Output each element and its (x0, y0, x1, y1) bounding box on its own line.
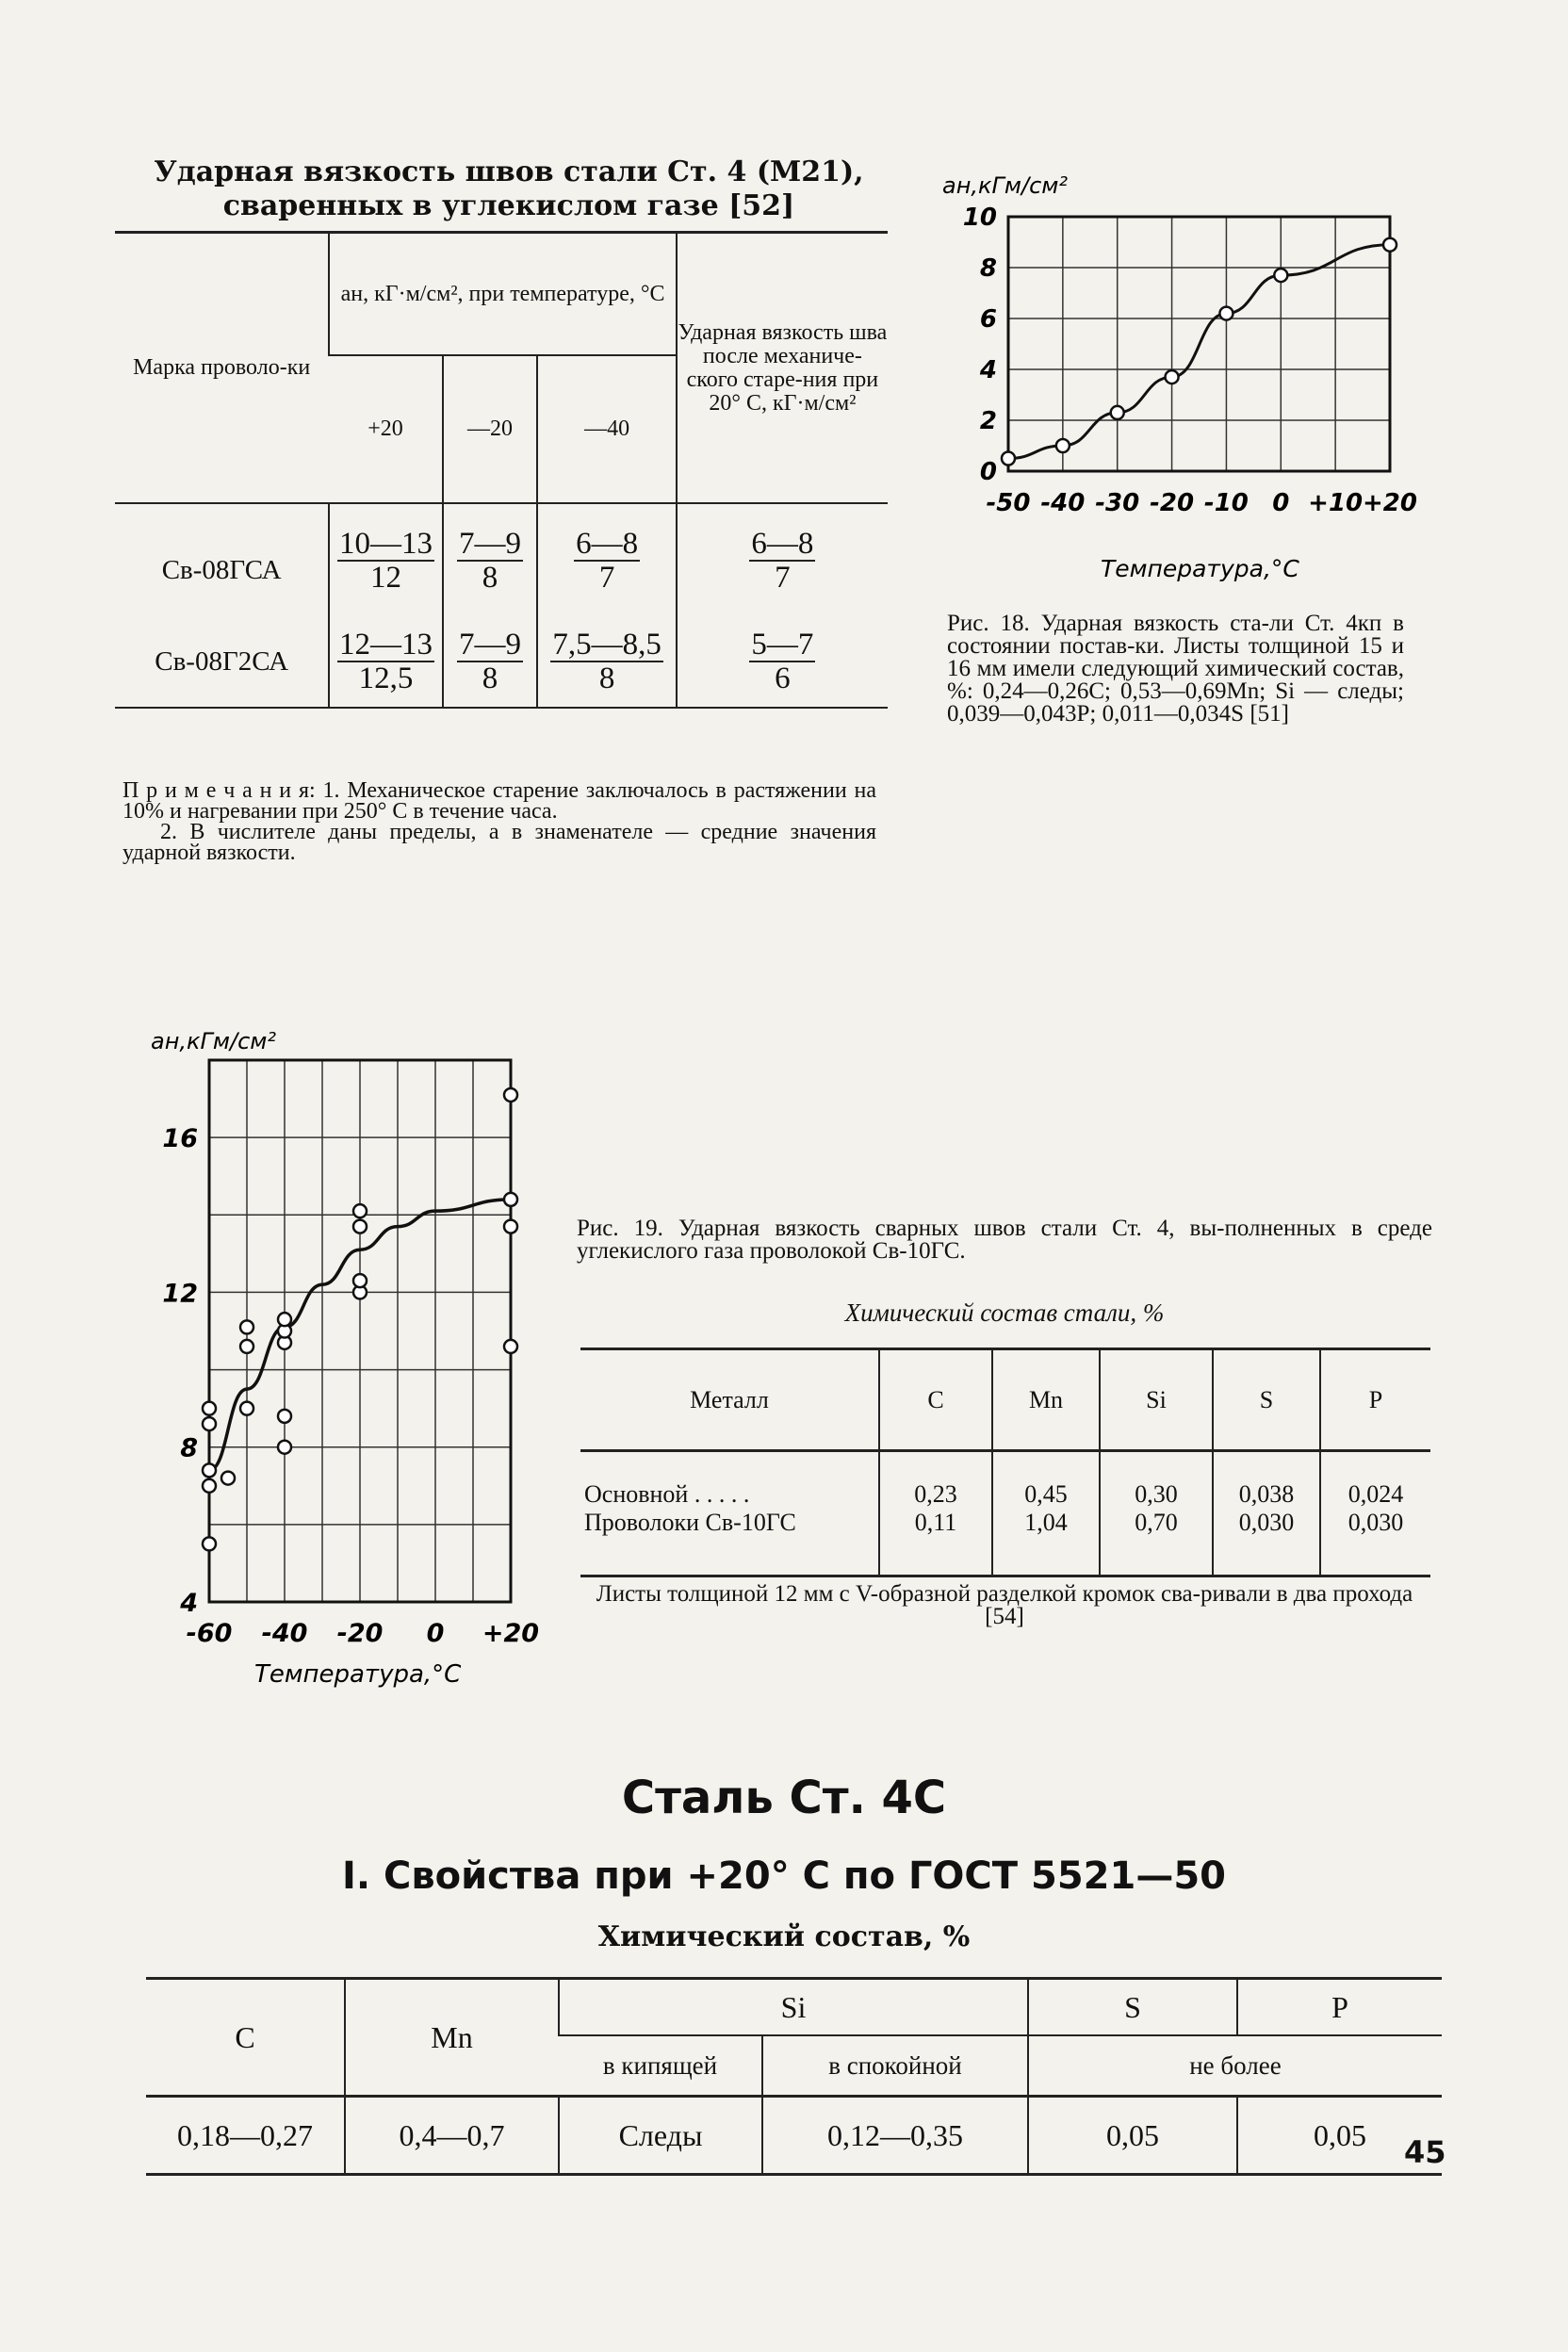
fig19-data-point (353, 1274, 367, 1287)
cell: $\frac{5—7}{6}$ (677, 617, 888, 708)
gost-cell: Следы (559, 2097, 762, 2175)
fig18-ylabel: aн,кГм/см² (942, 172, 1069, 199)
chem-cell: 0,030 (1213, 1509, 1320, 1576)
cell: $\frac{6—8}{7}$ (537, 503, 676, 617)
fig19-xtick: +20 (482, 1619, 540, 1648)
col-c: C (235, 2019, 255, 2054)
fig19-data-point (278, 1410, 291, 1423)
fig18-xtick: -50 (986, 489, 1031, 517)
fig19-data-point (278, 1441, 291, 1454)
fig19-xlabel: Температура,°C (254, 1660, 462, 1689)
col-si-boil: в кипящей (602, 2050, 718, 2080)
fig18-data-point (1166, 370, 1179, 384)
gost-cell: 0,4—0,7 (345, 2097, 559, 2175)
fig19-xtick: 0 (426, 1619, 445, 1648)
gost-cell: 0,12—0,35 (762, 2097, 1028, 2175)
steel-title: Сталь Ст. 4С (621, 1772, 947, 1824)
fig18-caption: Рис. 18. Ударная вязкость ста-ли Ст. 4кп в состоянии постав-ки. Листы толщиной 15 и 16 мм имели следующий химический состав, %: 0,24—0,26C; 0,53—0,69Mn; Si — следы; 0,039—0,043P; 0,011—0,034S [51] (947, 611, 1404, 727)
cell: $\frac{6—8}{7}$ (677, 503, 888, 617)
fig19-ytick: 16 (162, 1124, 198, 1154)
fig19-data-point (278, 1313, 291, 1326)
fig18-ytick: 4 (979, 356, 997, 384)
chem-cell: 0,038 (1213, 1451, 1320, 1510)
gost-cell: 0,05 (1028, 2097, 1237, 2175)
chem-cell: 0,024 (1320, 1451, 1430, 1510)
col-p: P (1237, 1979, 1442, 2036)
chem-header: Si (1100, 1349, 1213, 1451)
cell: $\frac{10—13}{12}$ (329, 503, 442, 617)
cell: $\frac{12—13}{12,5}$ (329, 617, 442, 708)
gost-cell: 0,05 (1237, 2097, 1442, 2175)
impact-table (115, 231, 888, 709)
fig19-data-point (240, 1320, 253, 1333)
fig19-data-point (504, 1340, 517, 1353)
chem-cell: 0,23 (879, 1451, 992, 1510)
fig19-data-point (203, 1463, 216, 1477)
fig18-data-point (1219, 307, 1233, 320)
chem-header: Mn (992, 1349, 1100, 1451)
gost-cell: 0,18—0,27 (177, 2117, 313, 2152)
fig18-xlabel: Температура,°C (1101, 555, 1299, 582)
fig19-ylabel: aн,кГм/см² (151, 1028, 277, 1054)
fig18-ytick: 0 (979, 458, 997, 486)
chem-table-note: Листы толщиной 12 мм с V-образной разделкой кромок сва-ривали в два прохода [54] (596, 1581, 1413, 1629)
fig18-plot (963, 204, 1417, 517)
temp-header-2: —20 (443, 355, 538, 503)
fig19-data-point (203, 1537, 216, 1550)
col-wire-header: Марка проволо-ки (133, 355, 311, 380)
fig18-xtick: -20 (1150, 489, 1195, 517)
fig19-data-point (203, 1479, 216, 1493)
table1-title (113, 155, 905, 223)
section-subtitle: I. Свойства при +20° С по ГОСТ 5521—50 (341, 1854, 1226, 1898)
cell: $\frac{7—9}{8}$ (443, 503, 538, 617)
temp-header-1: +20 (329, 355, 442, 503)
fig18-ytick: 10 (962, 204, 997, 232)
col-max: не более (1028, 2035, 1442, 2097)
wire-name: Св-08Г2СА (155, 646, 289, 677)
fig19-plot (162, 1060, 539, 1648)
fig19-data-point (504, 1220, 517, 1233)
note-2: 2. В числителе даны пределы, а в знаменателе — средние значения ударной вязкости. (122, 820, 876, 865)
fig18-series-line (1008, 245, 1390, 459)
wire-name: Св-08ГСА (161, 554, 282, 585)
fig18-chart (933, 170, 1423, 584)
fig19-ytick: 8 (180, 1433, 198, 1463)
fig19-xtick: -40 (261, 1619, 308, 1648)
fig18-ytick: 8 (979, 254, 997, 283)
col-si-calm: в спокойной (762, 2035, 1028, 2097)
chem-cell: Проволоки Св-10ГС (584, 1509, 796, 1536)
fig19-data-point (353, 1220, 367, 1233)
fig18-xtick: -30 (1095, 489, 1140, 517)
fig19-xtick: -20 (336, 1619, 384, 1648)
fig18-ytick: 6 (979, 305, 997, 334)
fig18-xtick: +10 (1308, 489, 1364, 517)
fig18-xtick: 0 (1272, 489, 1290, 517)
fig18-xtick: +20 (1363, 489, 1417, 517)
fig18-data-point (1274, 269, 1287, 282)
fig19-data-point (203, 1402, 216, 1415)
col-si: Si (559, 1979, 1028, 2036)
chem-header: S (1213, 1349, 1320, 1451)
fig19-data-point (221, 1472, 235, 1485)
fig19-chart (151, 1022, 556, 1691)
table1-title-line1: Ударная вязкость швов стали Ст. 4 (М21), (154, 155, 864, 188)
fig19-caption: Рис. 19. Ударная вязкость сварных швов стали Ст. 4, вы-полненных в среде углекислого газа проволокой Св-10ГС. (577, 1216, 1432, 1264)
chem-cell: 0,45 (992, 1451, 1100, 1510)
fig19-ytick: 4 (180, 1589, 198, 1618)
note-1: П р и м е ч а н и я: 1. Механическое старение заключалось в растяжении на 10% и нагревании при 250° C в течение часа. (122, 778, 876, 824)
fig19-data-point (353, 1204, 367, 1217)
gost-chem-table (146, 1977, 1442, 2176)
fig18-data-point (1383, 238, 1396, 252)
temp-header-3: —40 (537, 355, 676, 503)
table1-title-line2: сваренных в углекислом газе [52] (222, 189, 795, 222)
chem-header: C (879, 1349, 992, 1451)
cell: $\frac{7—9}{8}$ (443, 617, 538, 708)
col-mn: Mn (345, 1979, 559, 2097)
fig19-data-point (504, 1193, 517, 1206)
fig18-xtick: -10 (1203, 489, 1249, 517)
fig19-data-point (504, 1088, 517, 1102)
fig18-ytick: 2 (979, 407, 997, 435)
chem-table-caption: Химический состав стали, % (844, 1298, 1165, 1327)
chem-cell: 0,030 (1320, 1509, 1430, 1576)
chem-cell: 1,04 (992, 1509, 1100, 1576)
chem-cell: 0,70 (1100, 1509, 1213, 1576)
table1-notes (122, 780, 876, 863)
chem-title: Химический состав, % (597, 1920, 971, 1953)
fig19-data-point (240, 1340, 253, 1353)
fig19-data-point (203, 1417, 216, 1430)
page-number: 45 (1404, 2134, 1446, 2170)
col-s: S (1028, 1979, 1237, 2036)
fig19-xtick: -60 (186, 1619, 233, 1648)
cell: $\frac{7,5—8,5}{8}$ (537, 617, 676, 708)
fig18-data-point (1111, 406, 1124, 419)
col-aging-header: Ударная вязкость шва после механиче-ского старе-ния при 20° C, кГ·м/см² (677, 233, 888, 504)
fig18-xtick: -40 (1040, 489, 1086, 517)
chem-composition-table (580, 1348, 1430, 1577)
fig19-ytick: 12 (162, 1279, 198, 1309)
chem-cell: 0,30 (1100, 1451, 1213, 1510)
fig19-data-point (240, 1402, 253, 1415)
chem-cell: 0,11 (879, 1509, 992, 1576)
chem-header: P (1320, 1349, 1430, 1451)
chem-header: Металл (690, 1385, 769, 1413)
fig18-data-point (1056, 439, 1070, 452)
fig18-data-point (1002, 452, 1015, 466)
chem-cell: Основной . . . . . (584, 1480, 750, 1508)
col-impact-header: aн, кГ·м/см², при температуре, °C (329, 233, 676, 356)
